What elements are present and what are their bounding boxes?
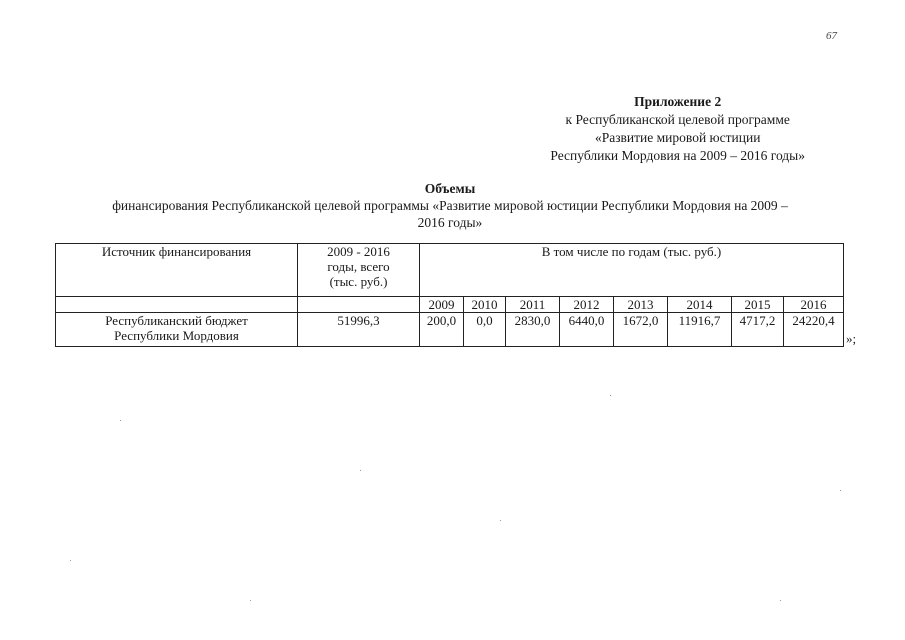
scan-speck bbox=[250, 600, 251, 601]
appendix-title: Приложение 2 bbox=[634, 94, 722, 109]
scan-speck bbox=[360, 470, 361, 471]
heading-line: финансирования Республиканской целевой программы «Развитие мировой юстиции Республики Мордовия на 2009 – bbox=[112, 198, 788, 213]
financing-table bbox=[55, 243, 844, 347]
year-cell: 2009 bbox=[420, 297, 464, 313]
scan-speck bbox=[70, 560, 71, 561]
year-cell: 2016 bbox=[784, 297, 844, 313]
scan-speck bbox=[780, 600, 781, 601]
year-cell: 2015 bbox=[732, 297, 784, 313]
header-years-group: В том числе по годам (тыс. руб.) bbox=[420, 244, 844, 297]
table-years-row bbox=[56, 297, 844, 313]
page-number: 67 bbox=[826, 30, 837, 42]
source-line: Республики Мордовия bbox=[114, 328, 239, 343]
appendix-line: Республики Мордовия на 2009 – 2016 годы» bbox=[550, 148, 805, 163]
scan-speck bbox=[610, 395, 611, 396]
header-total-line: 2009 - 2016 bbox=[327, 244, 390, 259]
source-cell bbox=[56, 313, 298, 347]
value-cell: 200,0 bbox=[420, 313, 464, 347]
heading-title: Объемы bbox=[424, 181, 476, 196]
total-cell: 51996,3 bbox=[298, 313, 420, 347]
document-heading bbox=[55, 180, 845, 231]
value-cell: 2830,0 bbox=[506, 313, 560, 347]
heading-line: 2016 годы» bbox=[417, 215, 483, 230]
value-cell: 1672,0 bbox=[614, 313, 668, 347]
header-total-line: (тыс. руб.) bbox=[329, 274, 388, 289]
header-total bbox=[298, 244, 420, 297]
scan-speck bbox=[500, 520, 501, 521]
closing-quote-mark: »; bbox=[846, 331, 857, 346]
table-header-row bbox=[56, 244, 844, 297]
scan-speck bbox=[120, 420, 121, 421]
appendix-line: к Республиканской целевой программе bbox=[565, 112, 790, 127]
value-cell: 4717,2 bbox=[732, 313, 784, 347]
header-total-line: годы, всего bbox=[327, 259, 390, 274]
value-cell: 24220,4 bbox=[784, 313, 844, 347]
year-cell: 2010 bbox=[464, 297, 506, 313]
appendix-line: «Развитие мировой юстиции bbox=[594, 130, 761, 145]
value-cell: 11916,7 bbox=[668, 313, 732, 347]
table-row bbox=[56, 313, 844, 347]
scan-speck bbox=[840, 490, 841, 491]
year-cell: 2014 bbox=[668, 297, 732, 313]
year-cell: 2013 bbox=[614, 297, 668, 313]
value-cell: 6440,0 bbox=[560, 313, 614, 347]
year-cell: 2012 bbox=[560, 297, 614, 313]
value-cell: 0,0 bbox=[464, 313, 506, 347]
empty-cell bbox=[298, 297, 420, 313]
header-source: Источник финансирования bbox=[56, 244, 298, 297]
appendix-block bbox=[550, 93, 805, 165]
source-line: Республиканский бюджет bbox=[105, 313, 248, 328]
year-cell: 2011 bbox=[506, 297, 560, 313]
empty-cell bbox=[56, 297, 298, 313]
